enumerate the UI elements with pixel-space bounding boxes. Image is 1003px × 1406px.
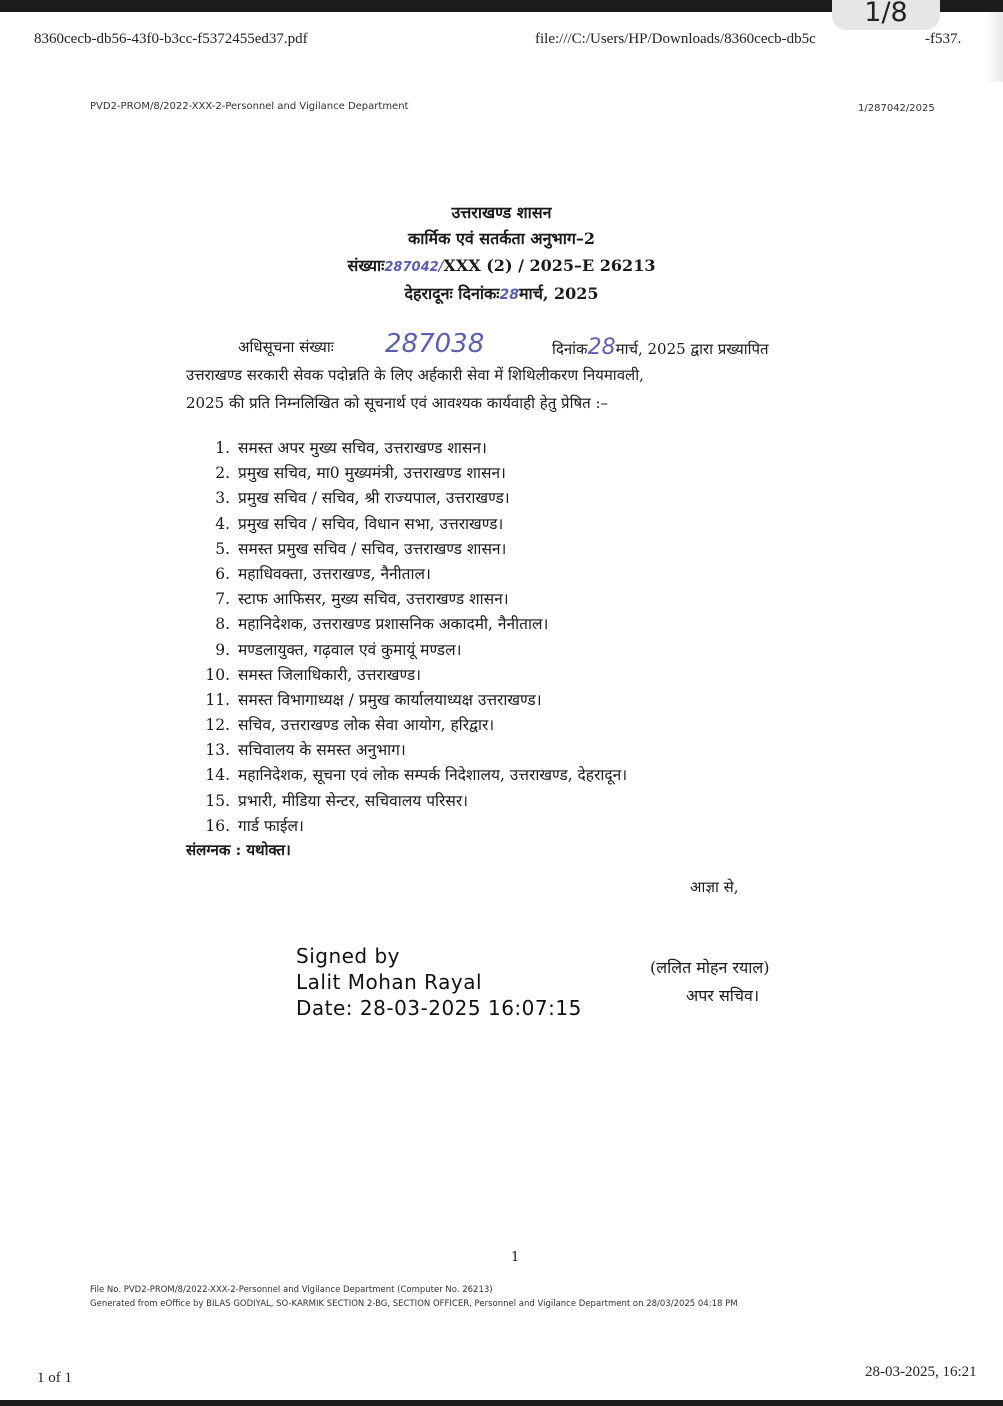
letter-number-handwritten: 287042/ <box>384 260 444 275</box>
recipient-text: समस्त जिलाधिकारी, उत्तराखण्ड। <box>238 665 422 684</box>
intro-date-suffix: मार्च, 2025 द्वारा प्रख्यापित <box>615 340 769 358</box>
intro-notification-number: 287038 <box>385 329 485 359</box>
receipt-number: 1/287042/2025 <box>858 103 935 114</box>
recipient-text: प्रमुख सचिव / सचिव, विधान सभा, उत्तराखण्ड। <box>238 514 504 533</box>
print-file-url-tail: -f537. <box>925 31 962 47</box>
intro-date-label <box>552 334 769 363</box>
recipient-text: मण्डलायुक्त, गढ़वाल एवं कुमायूं मण्डल। <box>238 640 462 659</box>
recipient-number: 7. <box>215 590 230 609</box>
recipient-text: सचिवालय के समस्त अनुभाग। <box>238 741 406 760</box>
recipient-item <box>196 461 627 486</box>
footer-file-no: File No. PVD2-PROM/8/2022-XXX-2-Personnel and Vigilance Department (Computer No. 26213) <box>90 1285 493 1295</box>
page-number: 1 <box>511 1250 520 1265</box>
recipient-number: 9. <box>215 640 230 659</box>
signatory-name: (ललित मोहन रयाल) <box>650 958 770 977</box>
recipient-text: समस्त विभागाध्यक्ष / प्रमुख कार्यालयाध्यक्ष उत्तराखण्ड। <box>238 690 542 709</box>
govt-title: उत्तराखण्ड शासन <box>451 203 552 222</box>
recipient-number: 12. <box>205 716 230 735</box>
recipient-text: समस्त प्रमुख सचिव / सचिव, उत्तराखण्ड शासन। <box>238 539 507 558</box>
digital-signature-line-2: Lalit Mohan Rayal <box>296 970 483 994</box>
recipient-number: 2. <box>215 464 230 483</box>
recipient-number: 14. <box>205 766 230 785</box>
department-title: कार्मिक एवं सतर्कता अनुभाग–2 <box>407 229 595 248</box>
recipient-item <box>196 789 627 814</box>
recipient-number: 16. <box>205 816 230 835</box>
recipient-item <box>196 587 627 612</box>
digital-signature-line-3: Date: 28-03-2025 16:07:15 <box>296 996 582 1020</box>
recipient-text: प्रमुख सचिव, मा0 मुख्यमंत्री, उत्तराखण्ड शासन। <box>238 464 506 483</box>
recipient-number: 13. <box>205 741 230 760</box>
intro-date-handwritten: 28 <box>587 335 616 360</box>
print-page-count: 1 of 1 <box>37 1370 72 1386</box>
by-order: आज्ञा से, <box>690 878 739 896</box>
recipient-item <box>196 562 627 587</box>
recipient-number: 10. <box>205 665 230 684</box>
place-date-suffix: मार्च, 2025 <box>518 284 599 303</box>
recipient-item <box>196 663 627 688</box>
recipient-text: गार्ड फाईल। <box>238 816 304 835</box>
file-reference: PVD2-PROM/8/2022-XXX-2-Personnel and Vigilance Department <box>90 101 409 112</box>
recipient-number: 4. <box>215 514 230 533</box>
recipient-text: महानिदेशक, उत्तराखण्ड प्रशासनिक अकादमी, नैनीताल। <box>238 615 549 634</box>
recipient-item <box>196 612 627 637</box>
recipient-text: स्टाफ आफिसर, मुख्य सचिव, उत्तराखण्ड शासन। <box>238 590 509 609</box>
recipient-text: महानिदेशक, सूचना एवं लोक सम्पर्क निदेशालय, उत्तराखण्ड, देहरादून। <box>238 766 628 785</box>
digital-signature-line-1: Signed by <box>296 944 401 968</box>
bottom-bar <box>0 1400 1003 1406</box>
print-file-url: file:///C:/Users/HP/Downloads/8360cecb-db5c <box>535 31 816 47</box>
attachment-note: संलग्नक : यथोक्त। <box>186 841 291 859</box>
recipient-number: 3. <box>215 489 230 508</box>
recipient-item <box>196 436 627 461</box>
recipient-list <box>196 436 627 839</box>
recipient-item <box>196 537 627 562</box>
recipient-item <box>196 512 627 537</box>
place-date-prefix: देहरादूनः दिनांकः <box>404 284 500 303</box>
recipient-text: सचिव, उत्तराखण्ड लोक सेवा आयोग, हरिद्वार। <box>238 716 495 735</box>
recipient-item <box>196 688 627 713</box>
edge-shadow <box>985 12 1003 82</box>
intro-notification-label: अधिसूचना संख्याः <box>238 338 334 356</box>
recipient-text: समस्त अपर मुख्य सचिव, उत्तराखण्ड शासन। <box>238 439 487 457</box>
recipient-item <box>196 638 627 663</box>
recipient-text: प्रभारी, मीडिया सेन्टर, सचिवालय परिसर। <box>238 791 469 810</box>
recipient-text: महाधिवक्ता, उत्तराखण्ड, नैनीताल। <box>238 564 431 583</box>
page-indicator: 1/8 <box>832 0 940 30</box>
signatory-designation: अपर सचिव। <box>686 986 760 1005</box>
recipient-number: 6. <box>215 564 230 583</box>
place-date-handwritten: 28 <box>499 287 519 303</box>
intro-date-prefix: दिनांक <box>552 340 588 358</box>
print-datetime: 28-03-2025, 16:21 <box>865 1364 977 1380</box>
letter-number <box>0 254 1003 276</box>
intro-line-2: उत्तराखण्ड सरकारी सेवक पदोन्नति के लिए अर्हकारी सेवा में शिथिलीकरण नियमावली, <box>186 366 644 384</box>
recipient-item <box>196 713 627 738</box>
recipient-item <box>196 486 627 511</box>
recipient-text: प्रमुख सचिव / सचिव, श्री राज्यपाल, उत्तराखण्ड। <box>238 489 510 508</box>
recipient-number: 11. <box>205 690 230 709</box>
recipient-number: 15. <box>205 791 230 810</box>
recipient-number: 5. <box>215 539 230 558</box>
place-date <box>0 282 1003 304</box>
recipient-number: 1. <box>215 439 230 457</box>
print-filename: 8360cecb-db56-43f0-b3cc-f5372455ed37.pdf <box>34 31 308 47</box>
letter-number-suffix: XXX (2) / 2025–E 26213 <box>443 256 656 275</box>
letter-number-prefix: संख्याः <box>347 256 385 275</box>
recipient-number: 8. <box>215 615 230 634</box>
recipient-item <box>196 763 627 788</box>
intro-line-3: 2025 की प्रति निम्नलिखित को सूचनार्थ एवं आवश्यक कार्यवाही हेतु प्रेषित :– <box>186 394 609 412</box>
recipient-item <box>196 814 627 839</box>
footer-generated: Generated from eOffice by BILAS GODIYAL, SO-KARMIK SECTION 2-BG, SECTION OFFICER, Personnel and Vigilance Department on 28/03/2025 04:18 PM <box>90 1299 738 1309</box>
recipient-item <box>196 738 627 763</box>
